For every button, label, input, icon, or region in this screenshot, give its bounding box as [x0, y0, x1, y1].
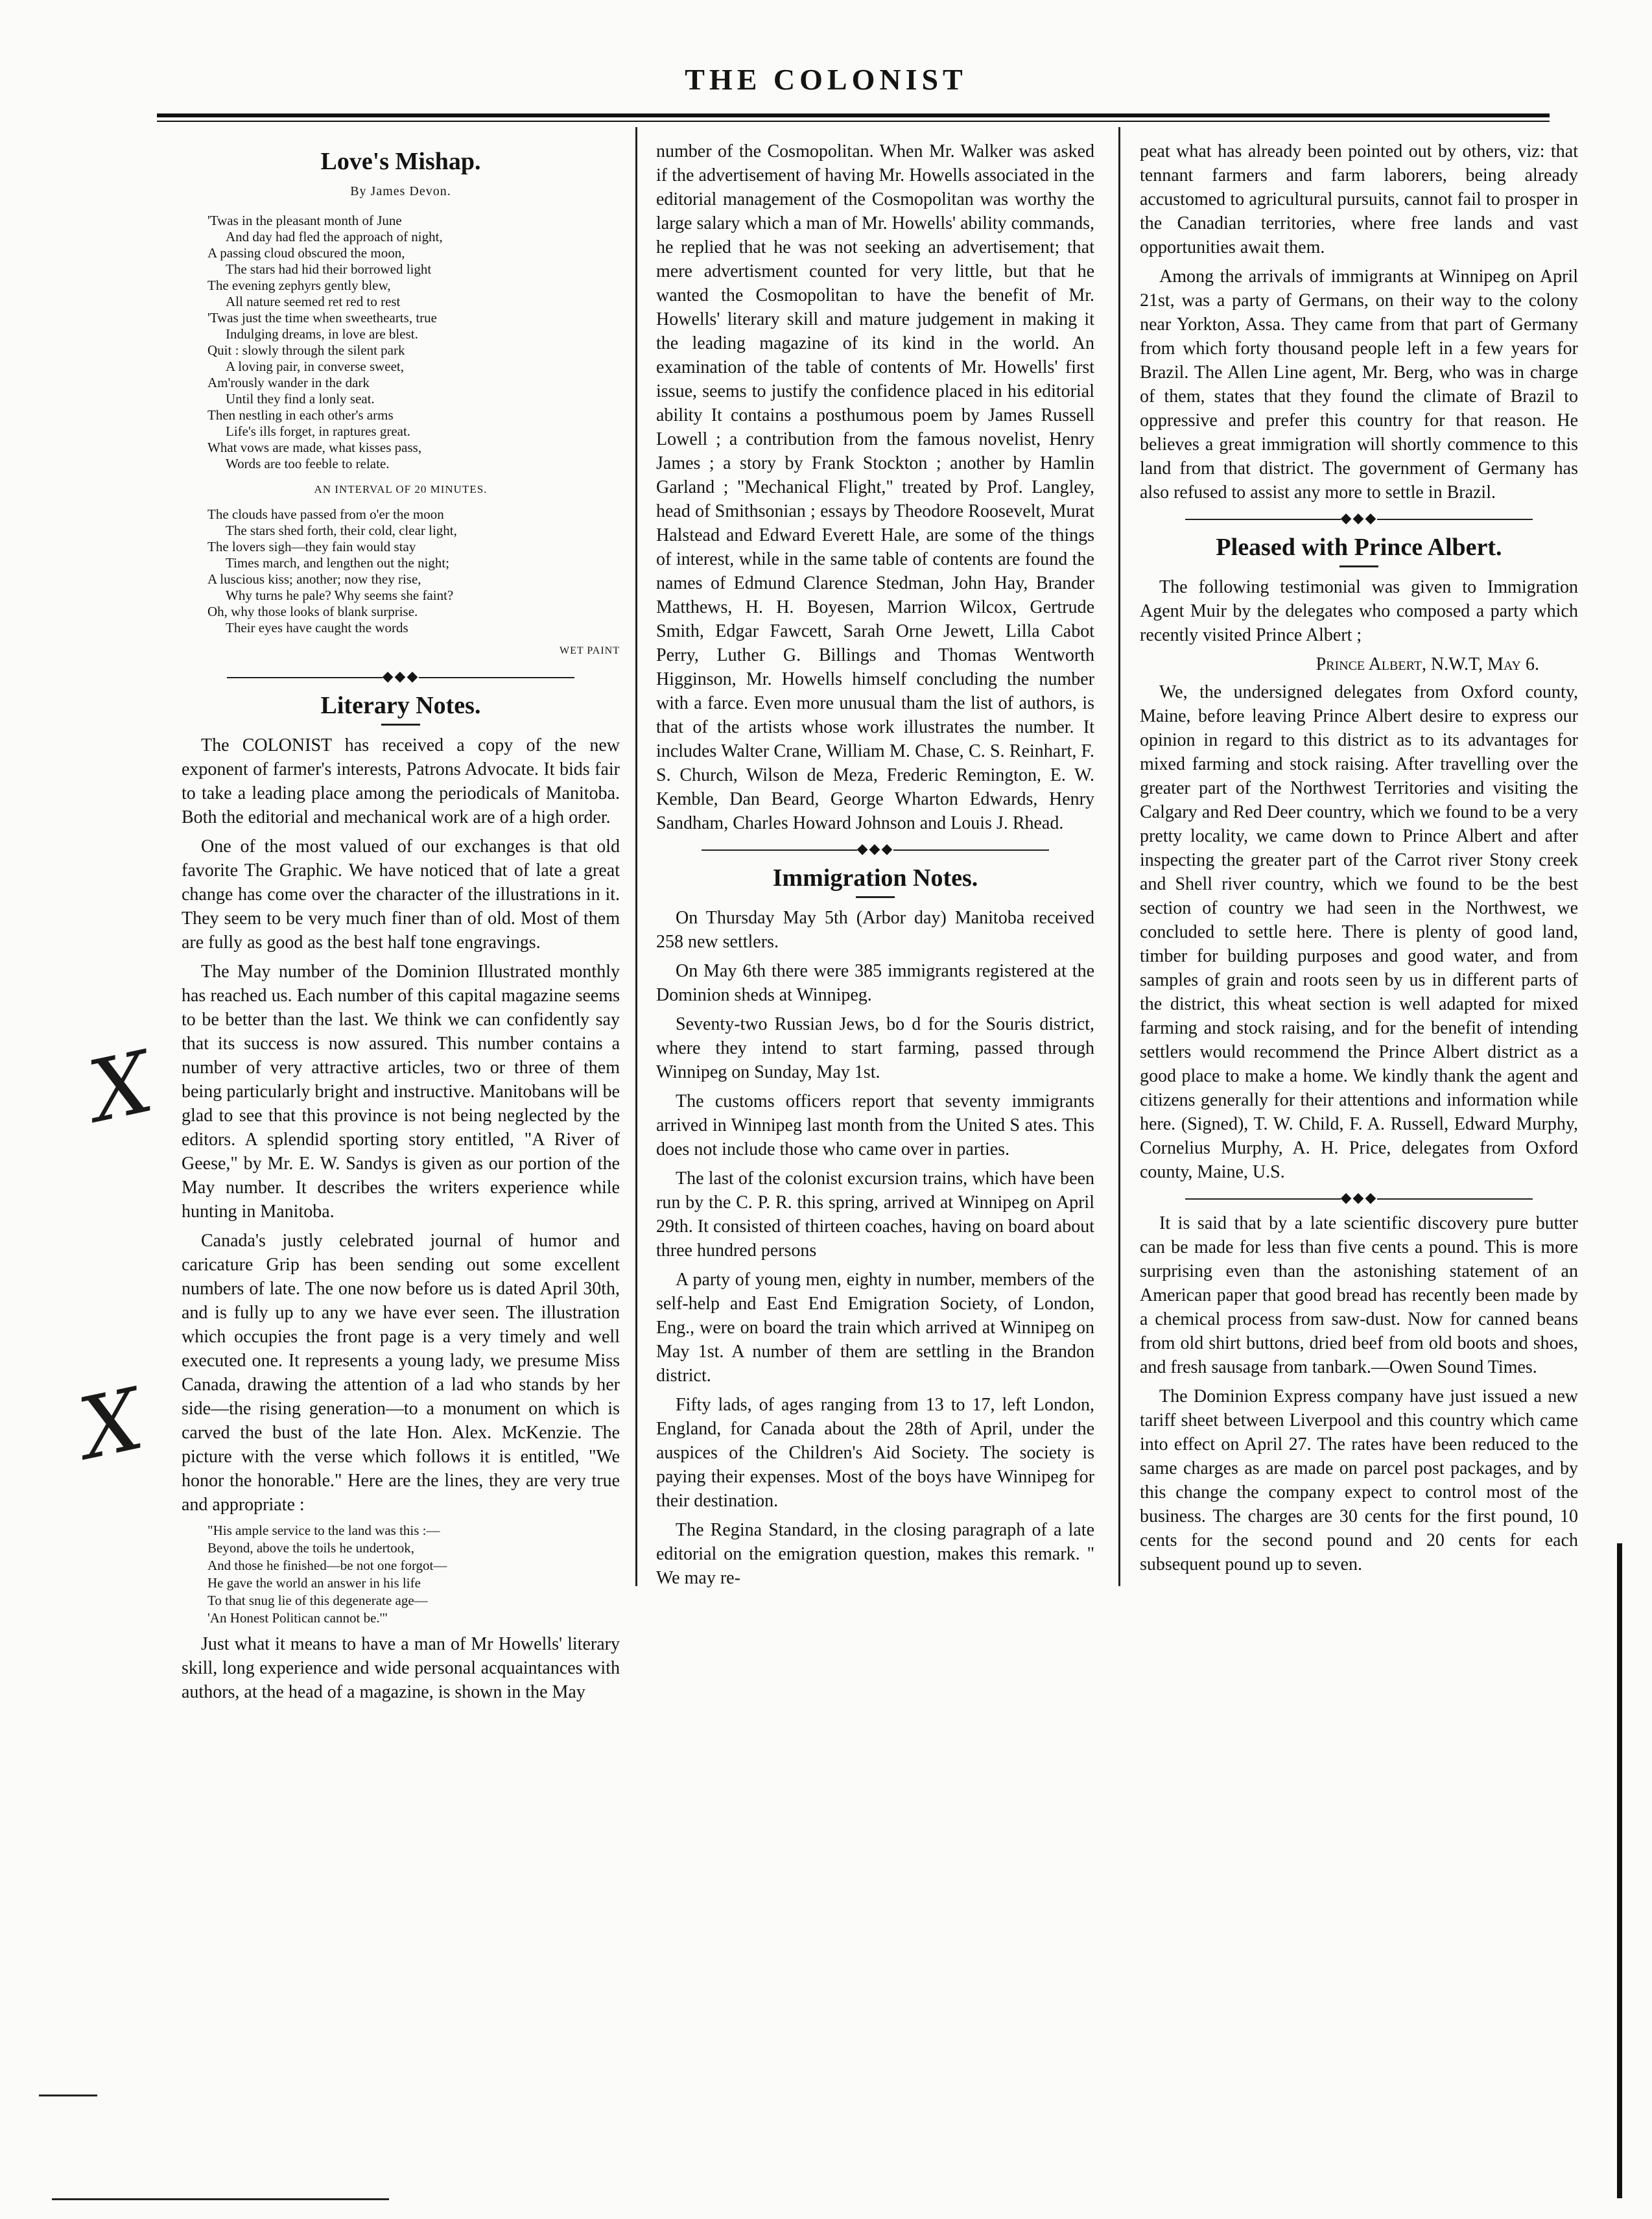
scan-smudge — [39, 2094, 97, 2096]
poem-signature: WET PAINT — [560, 645, 620, 656]
poem-line: The clouds have passed from o'er the moon — [207, 506, 444, 522]
section-divider: ◆◆◆ — [1140, 511, 1578, 525]
column-3 — [1140, 139, 1578, 1611]
paragraph: On May 6th there were 385 immigrants registered at the Dominion sheds at Winnipeg. — [656, 961, 1094, 1005]
prince-albert-letter: We, the undersigned delegates from Oxford county, Maine, before leaving Prince Albert desire to express our opinion in regard to this district as to its advantages for mixed farming and stock raising. After travelling over the greater part of the Northwest Territories and visiting the Calgary and Red Deer country, which we found to be a very pretty locality, we came down to Prince Albert and after inspecting the greater part of the Carrot river Stony creek and Shell river country, which we found to be the best section of country we had seen in the Northwest, we concluded to settle here. There is plenty of good land, timber for building purposes and good water, and from samples of grain and roots seen by us in different parts of the district, this wheat section is well adapted for mixed farming and stock raising, and for the benefit of intending settlers would recommend the Prince Albert district as a good place to make a home. We kindly thank the agent and citizens generally for their attentions and information while here. (Signed), T. W. Child, F. A. Russell, Edward Murphy, Cornelius Murphy, A. H. Price, delegates from Oxford county, Maine, U.S. — [1140, 682, 1578, 1182]
express-paragraph: The Dominion Express company have just issued a new tariff sheet between Liverpool and this country which came into effect on April 27. The rates have been reduced to the same charges as are made on parcel post packages, and by this change the company expect to control most of the business. The charges are 30 cents for the first pound, 10 cents for the second pound and 20 cents for each subsequent pound up to seven. — [1140, 1386, 1578, 1574]
poem-stanza-1 — [182, 213, 620, 472]
paragraph: Canada's justly celebrated journal of humor and caricature Grip has been sending out some excellent numbers of late. The one now before us is dated April 30th, and is fully up to any we have ever seen. The illustration which occupies the front page is a very timely and well executed one. It represents a young lady, we presume Miss Canada, drawing the attention of a lad who stands by her side—the rising generation—to a monument on which is carved the bust of the late Hon. Alex. McKenzie. The picture with the verse which follows it is entitled, "We honor the honorable." Here are the lines, they are very true and appropriate : — [182, 1231, 620, 1515]
paragraph: Fifty lads, of ages ranging from 13 to 17, left London, England, for Canada about the 28th of April, under the auspices of the Children's Aid Society. The society is paying their expenses. Most of the boys have Winnipeg for their destination. — [656, 1395, 1094, 1511]
column-rule-1 — [635, 127, 637, 1586]
scan-smudge — [52, 2198, 389, 2200]
poem-line: What vows are made, what kisses pass, — [207, 440, 422, 455]
paragraph: The May number of the Dominion Illustrated monthly has reached us. Each number of this capital magazine seems to be better than the last. We think we can confidently say that its success is now assured. This number contains a number of very attractive articles, two or three of them being particularly bright and instructive. Manitobans will be glad to see that this province is not being neglected by the editors. A splendid sporting story entitled, "A River of Geese," by Mr. E. W. Sandys is given as our portion of the May number. It describes the writers experience while hunting in Manitoba. — [182, 962, 620, 1222]
poem-title: Love's Mishap. — [320, 148, 481, 175]
section-divider: ◆◆◆ — [182, 669, 620, 683]
paragraph: On Thursday May 5th (Arbor day) Manitoba received 258 new settlers. — [656, 908, 1094, 952]
margin-mark-1: X — [81, 1032, 161, 1141]
masthead: THE COLONIST — [685, 63, 967, 96]
paragraph: The customs officers report that seventy immigrants arrived in Winnipeg last month from the United S ates. This does not include those who came over in parties. — [656, 1091, 1094, 1159]
poem-line: Beyond, above the toils he undertook, — [207, 1540, 415, 1556]
poem-line: Am'rously wander in the dark — [207, 375, 370, 390]
prince-albert-intro: The following testimonial was given to Immigration Agent Muir by the delegates who composed a party which recently visited Prince Albert ; — [1140, 577, 1578, 645]
verse-quote — [182, 1522, 620, 1627]
paragraph: The last of the colonist excursion trains, which have been run by the C. P. R. this spring, arrived at Winnipeg on April 29th. It consisted of thirteen coaches, having on board about three hundred persons — [656, 1169, 1094, 1261]
poem-line: Their eyes have caught the words — [226, 620, 408, 635]
germans-paragraph: Among the arrivals of immigrants at Winnipeg on April 21st, was a party of Germans, on their way to the colony near Yorkton, Assa. They came from that part of Germany from which forty thousand people left in a few years for Brazil. The Allen Line agent, Mr. Berg, who was in charge of them, states that they found the climate of Brazil to oppressive and prefer this country for that reason. He believes a great immigration will shortly commence to this land from that district. The government of Germany has also refused to assist any more to settle in Brazil. — [1140, 267, 1578, 503]
paragraph: One of the most valued of our exchanges is that old favorite The Graphic. We have noticed that of late a great change has come over the character of the illustrations in it. They seem to be very much finer than of old. Most of them are fully as good as the best half tone engravings. — [182, 837, 620, 953]
paragraph: The Regina Standard, in the closing paragraph of a late editorial on the emigration question, makes this remark. " We may re- — [656, 1520, 1094, 1588]
poem-line: And day had fled the approach of night, — [226, 229, 443, 244]
poem-line: He gave the world an answer in his life — [207, 1575, 421, 1591]
immigration-notes-title: Immigration Notes. — [772, 864, 978, 892]
paragraph: The COLONIST has received a copy of the new exponent of farmer's interests, Patrons Advocate. It bids fair to take a leading place among the periodicals of Manitoba. Both the editorial and mechanical work are of a high order. — [182, 735, 620, 827]
poem-line: Words are too feeble to relate. — [226, 456, 390, 471]
poem-interval: AN INTERVAL OF 20 MINUTES. — [314, 483, 488, 495]
section-divider: ◆◆◆ — [1140, 1191, 1578, 1205]
masthead-rule-top — [157, 113, 1550, 117]
poem-line: The stars shed forth, their cold, clear light, — [226, 523, 457, 538]
poem-line: A loving pair, in converse sweet, — [226, 359, 405, 374]
section-divider: ◆◆◆ — [656, 842, 1094, 856]
poem-line: Why turns he pale? Why seems she faint? — [226, 587, 454, 603]
page-edge-bar — [1617, 1543, 1622, 2198]
poem-line: The lovers sigh—they fain would stay — [207, 539, 416, 554]
literary-notes-title: Literary Notes. — [320, 692, 481, 719]
title-underline — [1339, 565, 1378, 567]
poem-line: All nature seemed ret red to rest — [226, 294, 401, 309]
poem-line: To that snug lie of this degenerate age— — [207, 1593, 428, 1608]
margin-mark-2: X — [71, 1370, 151, 1478]
masthead-rule-bottom — [157, 121, 1550, 122]
poem-line: Indulging dreams, in love are blest. — [226, 326, 418, 342]
immigration-notes-body — [656, 906, 1094, 1590]
poem-line: 'An Honest Politican cannot be.'" — [207, 1610, 388, 1626]
poem-line: Life's ills forget, in raptures great. — [226, 423, 411, 439]
literary-notes-body — [182, 733, 620, 1517]
poem-line: The evening zephyrs gently blew, — [207, 278, 391, 293]
poem-line: A passing cloud obscured the moon, — [207, 245, 405, 261]
column-1 — [182, 139, 620, 1702]
prince-albert-dateline: Prince Albert, N.W.T, May 6. — [1316, 654, 1539, 674]
paragraph: A party of young men, eighty in number, members of the self-help and East End Emigration Society, of London, Eng., were on board the train which arrived at Winnipeg on May 1st. A number of them are settling in the Brandon district. — [656, 1270, 1094, 1386]
poem-line: A luscious kiss; another; now they rise, — [207, 571, 421, 587]
poem-stanza-2 — [182, 506, 620, 636]
poem-line: "His ample service to the land was this :— — [207, 1523, 440, 1538]
poem-line: Then nestling in each other's arms — [207, 407, 394, 423]
poem-line: Times march, and lengthen out the night; — [226, 555, 450, 571]
column-2 — [656, 139, 1094, 1605]
continued-paragraph: peat what has already been pointed out by others, viz: that tennant farmers and farm laborers, being already accustomed to agricultural pursuits, cannot fail to prosper in the Canadian territories, where free lands and vast opportunities await them. — [1140, 141, 1578, 257]
poem-line: 'Twas in the pleasant month of June — [207, 213, 402, 228]
poem-line: And those he finished—be not one forgot— — [207, 1558, 447, 1573]
title-underline — [381, 724, 420, 726]
poem-line: Until they find a lonly seat. — [226, 391, 375, 407]
prince-albert-title: Pleased with Prince Albert. — [1216, 534, 1502, 561]
cosmopolitan-paragraph: number of the Cosmopolitan. When Mr. Walker was asked if the advertisement of having Mr. Howells associated in the editorial management of the Cosmopolitan was worthy the large salary which a man of Mr. Howells' ability commands, he replied that he was not seeking an advertisement; that mere advertisment counted for very little, but that he wanted the Cosmopolitan to have the benefit of Mr. Howells' literary skill and mature judgement in making it the leading magazine of its kind in the world. An examination of the table of contents of Mr. Howells' first issue, seems to justify the confidence placed in his editorial ability It contains a posthumous poem by James Russell Lowell ; a contribution from the famous novelist, Henry James ; a story by Frank Stockton ; another by Hamlin Garland ; "Mechanical Flight," treated by Prof. Langley, head of Smithsonian ; essays by Theodore Roosevelt, Murat Halstead and Edward Everett Hale, are some of the things of interest, while in the same table of contents are found the names of Edmund Clarence Stedman, John Hay, Brander Matthews, H. H. Boyesen, Marrion Wilcox, Gertrude Smith, Edgar Fawcett, Sarah Orne Jewett, Lilla Cabot Perry, Luther G. Billings and Thomas Wentworth Higginson, Mr. Howells himself concluding the number with a farce. Even more unusual tham the list of authors, is that of the artists whose work illustrates the number. It includes Walter Crane, William M. Chase, C. S. Reinhart, F. S. Church, Wilson de Meza, Frederic Remington, E. W. Kemble, Dan Beard, George Wharton Edwards, Henry Sandham, Charles Howard Johnson and Louis J. Rhead. — [656, 141, 1094, 833]
poem-byline: By James Devon. — [350, 184, 451, 198]
poem-line: The stars had hid their borrowed light — [226, 261, 432, 277]
butter-paragraph: It is said that by a late scientific discovery pure butter can be made for less than five cents a pound. This is more surprising even than the astonishing statement of an American paper that good bread has recently been made by a chemical process from saw-dust. Now for canned beans from old shirt buttons, dried beef from old boots and shoes, and fresh sausage from tanbark.—Owen Sound Times. — [1140, 1213, 1578, 1377]
closing-paragraph: Just what it means to have a man of Mr Howells' literary skill, long experience and wide personal acquaintances with authors, at the head of a magazine, is shown in the May — [182, 1634, 620, 1702]
poem-line: Oh, why those looks of blank surprise. — [207, 604, 418, 619]
title-underline — [856, 896, 895, 898]
column-rule-2 — [1118, 127, 1120, 1586]
paragraph: Seventy-two Russian Jews, bo d for the Souris district, where they intend to start farming, passed through Winnipeg on Sunday, May 1st. — [656, 1014, 1094, 1082]
poem-line: 'Twas just the time when sweethearts, true — [207, 310, 437, 326]
poem-line: Quit : slowly through the silent park — [207, 342, 405, 358]
